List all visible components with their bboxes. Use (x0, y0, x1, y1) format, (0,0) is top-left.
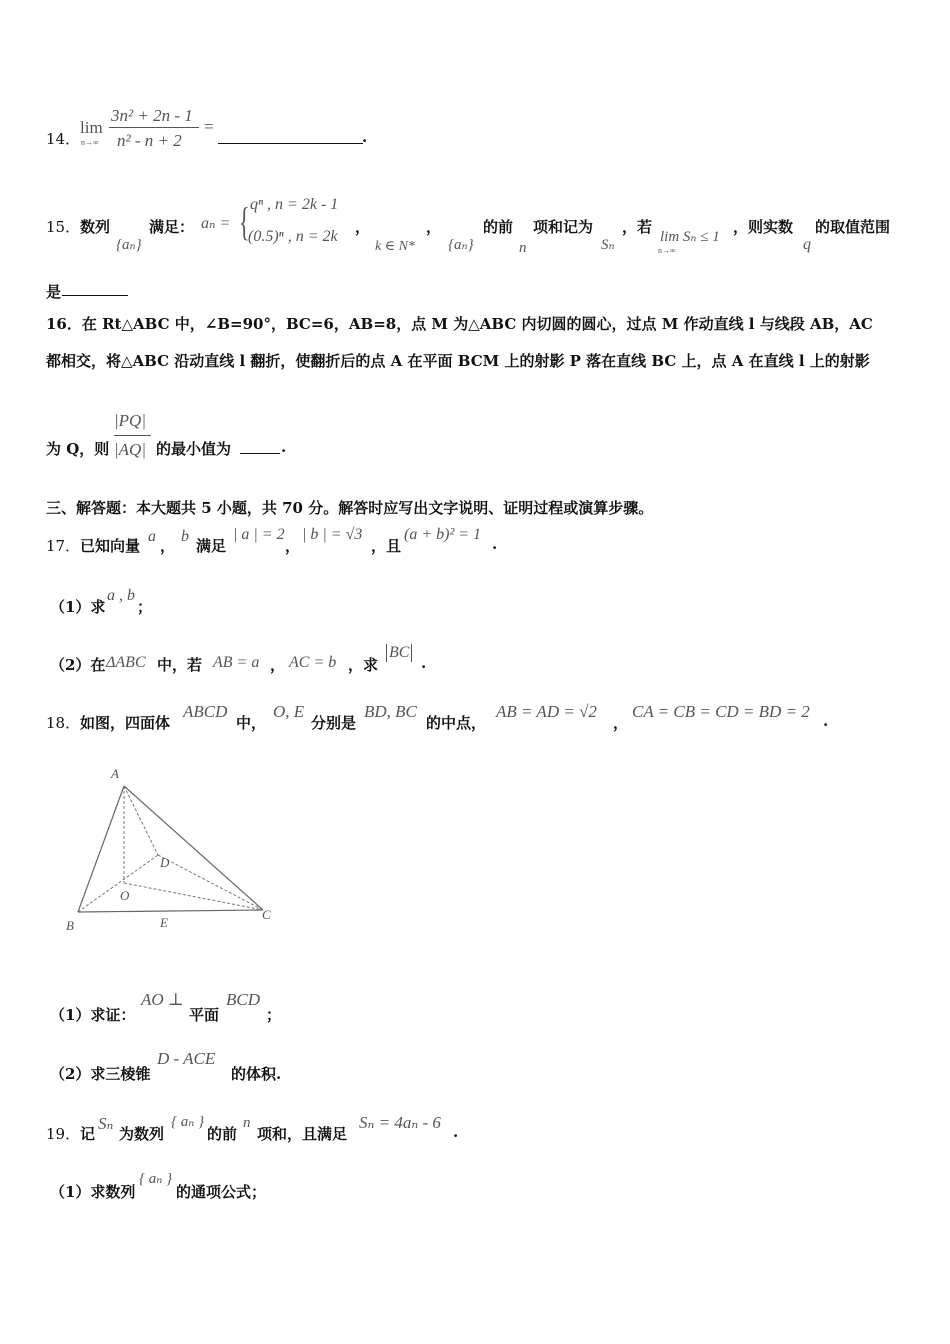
q15-Sn: Sₙ (601, 237, 615, 253)
q16-answer-blank (240, 452, 280, 454)
q16-text-2: 的最小值为 (156, 440, 232, 458)
q15-line-2: 是 (46, 283, 62, 301)
q17-part-2-expr-3: BC (386, 644, 412, 662)
q18-bdbc: BD, BC (364, 702, 417, 721)
q18-abcd: ABCD (183, 702, 228, 721)
label-E: E (160, 915, 168, 930)
q17-cond-3: (a + b)² = 1 (404, 526, 482, 543)
q18-part-2-label: （2）求三棱锥 (50, 1065, 151, 1083)
q14-equals: = (204, 117, 214, 136)
q19-text-4: 项和，且满足 (257, 1125, 348, 1143)
q17-part-2-text-1: 中，若 (157, 656, 203, 674)
q16-frac-top: |PQ| (114, 411, 147, 430)
q17-part-2-sep: ， (270, 656, 286, 674)
q18-number: 18． (46, 714, 81, 732)
q18-oe: O, E (273, 702, 305, 721)
q17-part-2-expr-2: AC = b (289, 654, 337, 671)
q14-end: . (362, 128, 368, 146)
q17-a: a (148, 528, 156, 545)
q17-part-1-end: ； (137, 598, 153, 616)
q18-part-1-bcd: BCD (226, 990, 260, 1009)
q15-number: 15． (46, 218, 81, 236)
q15-case-2: (0.5)ⁿ , n = 2k (248, 228, 338, 245)
q14-denominator: n² - n + 2 (117, 131, 182, 150)
q17-part-2-text-2: ，求 (348, 656, 379, 674)
q17-text-3: ，且 (371, 537, 402, 555)
q17-b: b (181, 528, 189, 545)
q18-part-1-label: （1）求证： (50, 1006, 136, 1024)
q15-comma-2: ， (426, 218, 442, 236)
q19-expr: Sₙ = 4aₙ - 6 (359, 1113, 441, 1132)
tetrahedron-figure (60, 760, 290, 940)
q19-part-1-text: 的通项公式； (176, 1183, 267, 1201)
q18-part-1-text: 平面 (189, 1006, 220, 1024)
q17-sep: ， (160, 537, 176, 555)
q19-end: . (453, 1123, 459, 1141)
q14-lim: lim (80, 118, 103, 137)
q19-text-3: 的前 (207, 1125, 238, 1143)
edge-OC (124, 883, 263, 910)
q15-text-3: 的前 (483, 218, 514, 236)
q14-lim-sub: n→∞ (81, 138, 99, 147)
label-C: C (262, 907, 271, 922)
q14-numerator: 3n² + 2n - 1 (111, 106, 193, 125)
q17-number: 17． (46, 537, 81, 555)
q16-line-2: 都相交，将△ABC 沿动直线 l 翻折，使翻折后的点 A 在平面 BCM 上的射影 P 落在直线 BC 上，点 A 在直线 l 上的射影 (46, 352, 870, 370)
q17-part-1-label: （1）求 (50, 598, 106, 616)
q18-text-3: 分别是 (311, 714, 357, 732)
q17-sep-2: ， (285, 537, 301, 555)
edge-AC (124, 786, 263, 910)
label-O: O (120, 888, 130, 903)
edge-BD (78, 855, 158, 912)
q19-text-2: 为数列 (119, 1125, 165, 1143)
edge-BC (78, 910, 263, 912)
q14-fraction-bar (109, 127, 199, 128)
q15-answer-blank (62, 294, 128, 296)
q18-sep: ， (613, 714, 629, 732)
q19-part-1-seq: { aₙ } (139, 1171, 173, 1187)
q18-part-2-text: 的体积. (231, 1065, 282, 1083)
q15-an: aₙ = (201, 215, 231, 232)
q18-end: . (823, 712, 829, 730)
q19-Sn: Sₙ (98, 1114, 114, 1133)
q17-cond-2: | b | = √3 (302, 526, 363, 543)
section-3-heading: 三、解答题：本大题共 5 小题，共 70 分。解答时应写出文字说明、证明过程或演算步骤。 (46, 499, 654, 517)
q16-line-1: 16．在 Rt△ABC 中，∠B=90°，BC=6，AB=8，点 M 为△ABC 内切圆的圆心，过点 M 作动直线 l 与线段 AB，AC (46, 315, 873, 333)
q15-text-5: ，若 (622, 218, 653, 236)
edge-AB (78, 786, 124, 912)
q17-text-2: 满足 (196, 537, 227, 555)
q17-part-2-label: （2）在 (50, 656, 106, 674)
q15-q: q (803, 236, 811, 253)
q17-part-2-end: . (421, 654, 427, 672)
q15-lim-sub: n→∞ (658, 246, 676, 255)
q15-text-2: 满足： (149, 218, 195, 236)
q14-number: 14． (46, 130, 81, 148)
q15-brace: { (239, 199, 250, 244)
q19-n: n (243, 1115, 251, 1131)
q17-part-2-triangle: ΔABC (106, 654, 146, 671)
q17-cond-1: | a | = 2 (233, 526, 285, 543)
q18-part-1-end: ； (266, 1006, 282, 1024)
q15-text-7: 的取值范围 (815, 218, 891, 236)
q14-answer-blank (218, 142, 363, 144)
q15-text-1: 数列 (80, 218, 111, 236)
q19-part-1-label: （1）求数列 (50, 1183, 136, 1201)
q18-text-1: 如图，四面体 (80, 714, 171, 732)
q16-end: . (281, 438, 287, 456)
q18-part-1-expr: AO ⊥ (141, 990, 184, 1009)
q18-text-2: 中， (236, 714, 267, 732)
q15-case-1: qⁿ , n = 2k - 1 (250, 196, 339, 213)
q15-n: n (519, 240, 527, 256)
q15-seq-2: {aₙ} (448, 237, 474, 253)
q15-text-4: 项和记为 (533, 218, 594, 236)
q15-seq: {aₙ} (116, 237, 142, 253)
q18-text-4: 的中点， (426, 714, 487, 732)
q19-seq: { aₙ } (171, 1114, 205, 1130)
label-B: B (66, 918, 74, 933)
q16-text-1: 为 Q，则 (46, 440, 110, 458)
edge-AD (124, 786, 158, 855)
q17-part-1-expr: a , b (107, 587, 135, 604)
q17-text-1: 已知向量 (80, 537, 141, 555)
q15-comma-1: ， (355, 218, 371, 236)
q17-part-2-expr-1: AB = a (213, 654, 260, 671)
q18-part-2-expr: D - ACE (157, 1049, 216, 1068)
q19-text-1: 记 (80, 1125, 96, 1143)
label-A: A (111, 766, 119, 781)
q16-fraction-bar (114, 435, 151, 436)
q16-frac-bot: |AQ| (114, 440, 147, 459)
q18-expr-2: CA = CB = CD = BD = 2 (632, 702, 810, 721)
label-D: D (160, 855, 170, 870)
q15-k-in-n: k ∈ N* (375, 239, 415, 254)
q17-end: . (492, 535, 498, 553)
q18-expr-1: AB = AD = √2 (496, 702, 597, 721)
q15-lim-expr: lim Sₙ ≤ 1 (660, 229, 720, 245)
q15-text-6: ，则实数 (733, 218, 794, 236)
q19-number: 19． (46, 1125, 81, 1143)
